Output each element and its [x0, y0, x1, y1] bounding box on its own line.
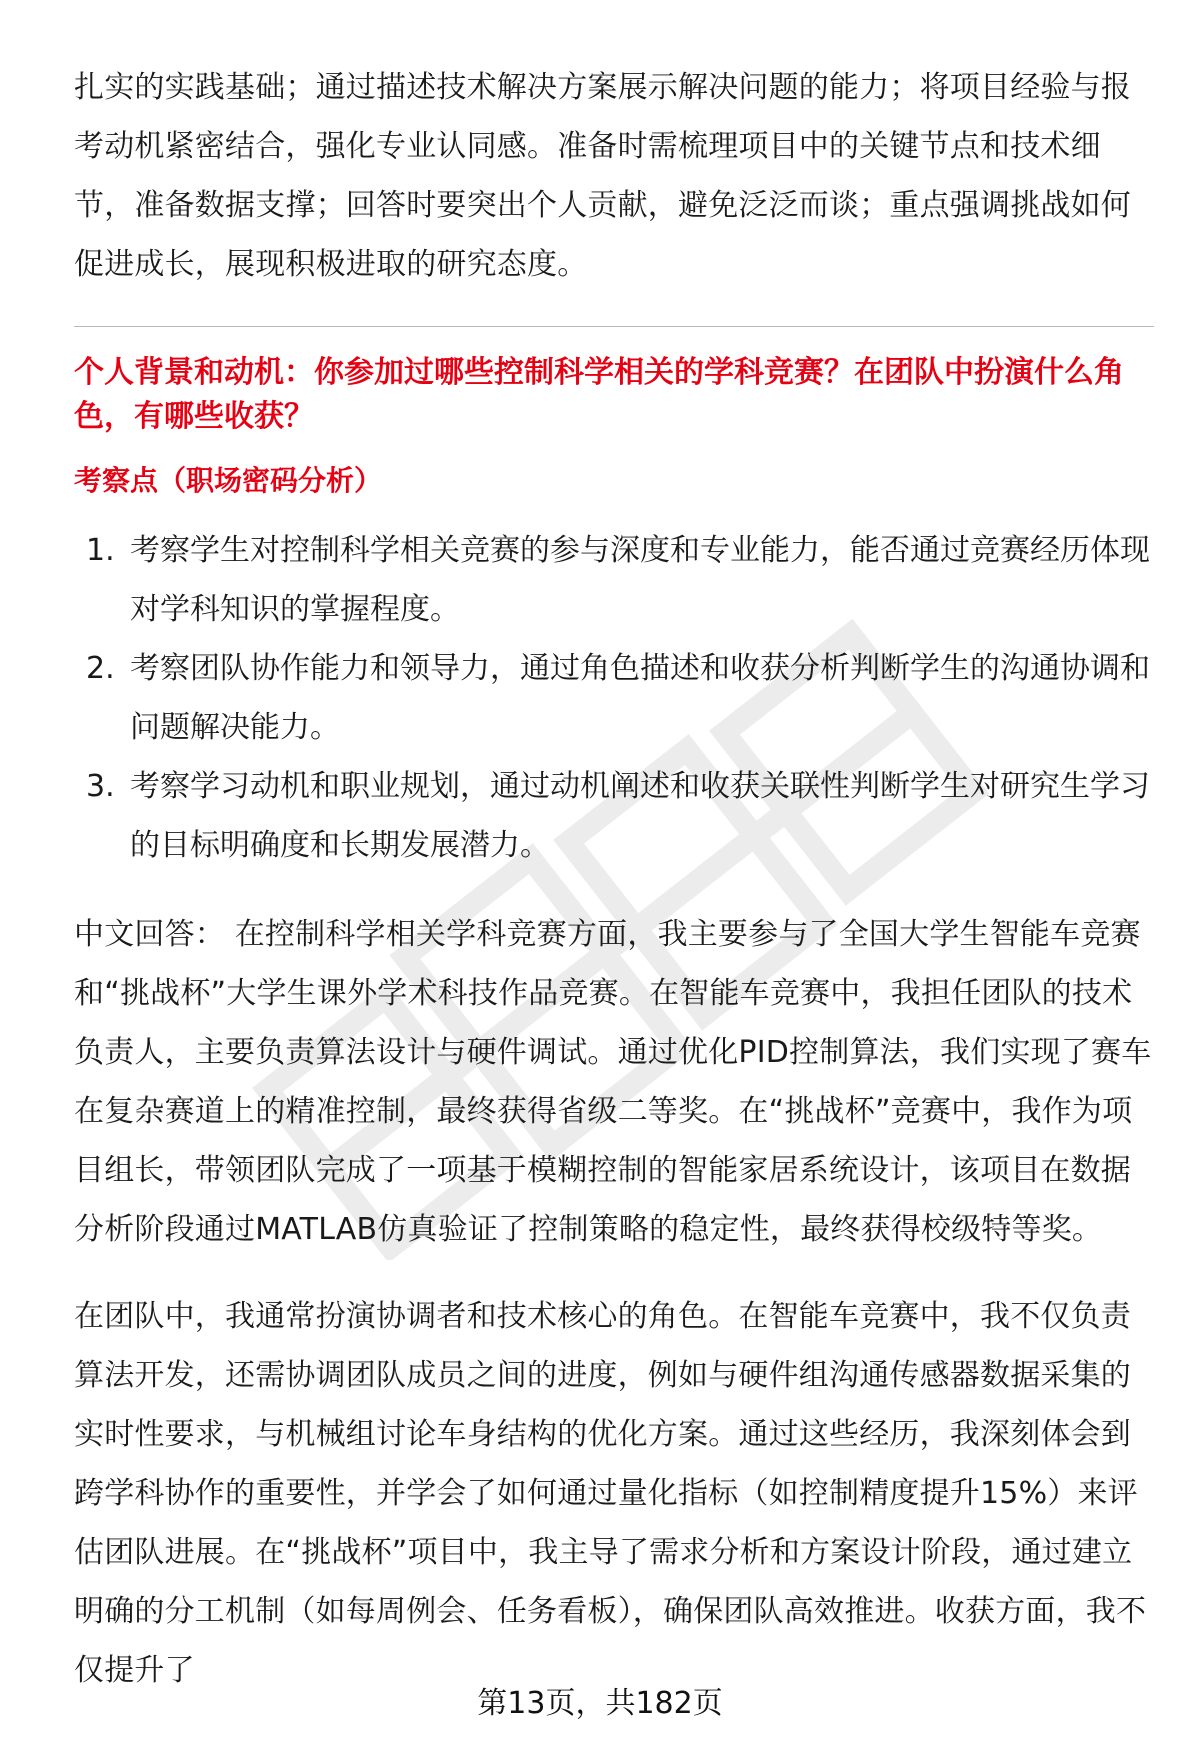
assessment-points-list	[74, 521, 1154, 875]
section-divider	[74, 326, 1154, 327]
intro-paragraph: 扎实的实践基础；通过描述技术解决方案展示解决问题的能力；将项目经验与报考动机紧密结合，强化专业认同感。准备时需梳理项目中的关键节点和技术细节，准备数据支撑；回答时要突出个人贡献，避免泛泛而谈；重点强调挑战如何促进成长，展现积极进取的研究态度。	[74, 70, 1131, 282]
list-item-text: 考察学生对控制科学相关竞赛的参与深度和专业能力，能否通过竞赛经历体现对学科知识的掌握程度。	[130, 533, 1150, 627]
question-heading: 个人背景和动机：你参加过哪些控制科学相关的学科竞赛？在团队中扮演什么角色，有哪些收获？	[74, 355, 1124, 434]
list-item-number: 2.	[86, 651, 115, 686]
list-item-number: 3.	[86, 769, 115, 804]
page-number-footer: 第13页，共182页	[477, 1686, 723, 1721]
list-item	[74, 757, 1154, 875]
page-content	[74, 58, 1154, 1728]
list-item-number: 1.	[86, 533, 115, 568]
section-title: 考察点（职场密码分析）	[74, 464, 383, 497]
list-item-text: 考察团队协作能力和领导力，通过角色描述和收获分析判断学生的沟通协调和问题解决能力。	[130, 651, 1150, 745]
list-item	[74, 521, 1154, 639]
answer-paragraph-1: 中文回答： 在控制科学相关学科竞赛方面，我主要参与了全国大学生智能车竞赛和“挑战杯”大学生课外学术科技作品竞赛。在智能车竞赛中，我担任团队的技术负责人，主要负责算法设计与硬件调试。通过优化PID控制算法，我们实现了赛车在复杂赛道上的精准控制，最终获得省级二等奖。在“挑战杯”竞赛中，我作为项目组长，带领团队完成了一项基于模糊控制的智能家居系统设计，该项目在数据分析阶段通过MATLAB仿真验证了控制策略的稳定性，最终获得校级特等奖。	[74, 917, 1152, 1247]
list-item	[74, 639, 1154, 757]
list-item-text: 考察学习动机和职业规划，通过动机阐述和收获关联性判断学生对研究生学习的目标明确度和长期发展潜力。	[130, 769, 1150, 863]
answer-paragraph-2: 在团队中，我通常扮演协调者和技术核心的角色。在智能车竞赛中，我不仅负责算法开发，还需协调团队成员之间的进度，例如与硬件组沟通传感器数据采集的实时性要求，与机械组讨论车身结构的优化方案。通过这些经历，我深刻体会到跨学科协作的重要性，并学会了如何通过量化指标（如控制精度提升15%）来评估团队进展。在“挑战杯”项目中，我主导了需求分析和方案设计阶段，通过建立明确的分工机制（如每周例会、任务看板），确保团队高效推进。收获方面，我不仅提升了	[74, 1299, 1147, 1688]
